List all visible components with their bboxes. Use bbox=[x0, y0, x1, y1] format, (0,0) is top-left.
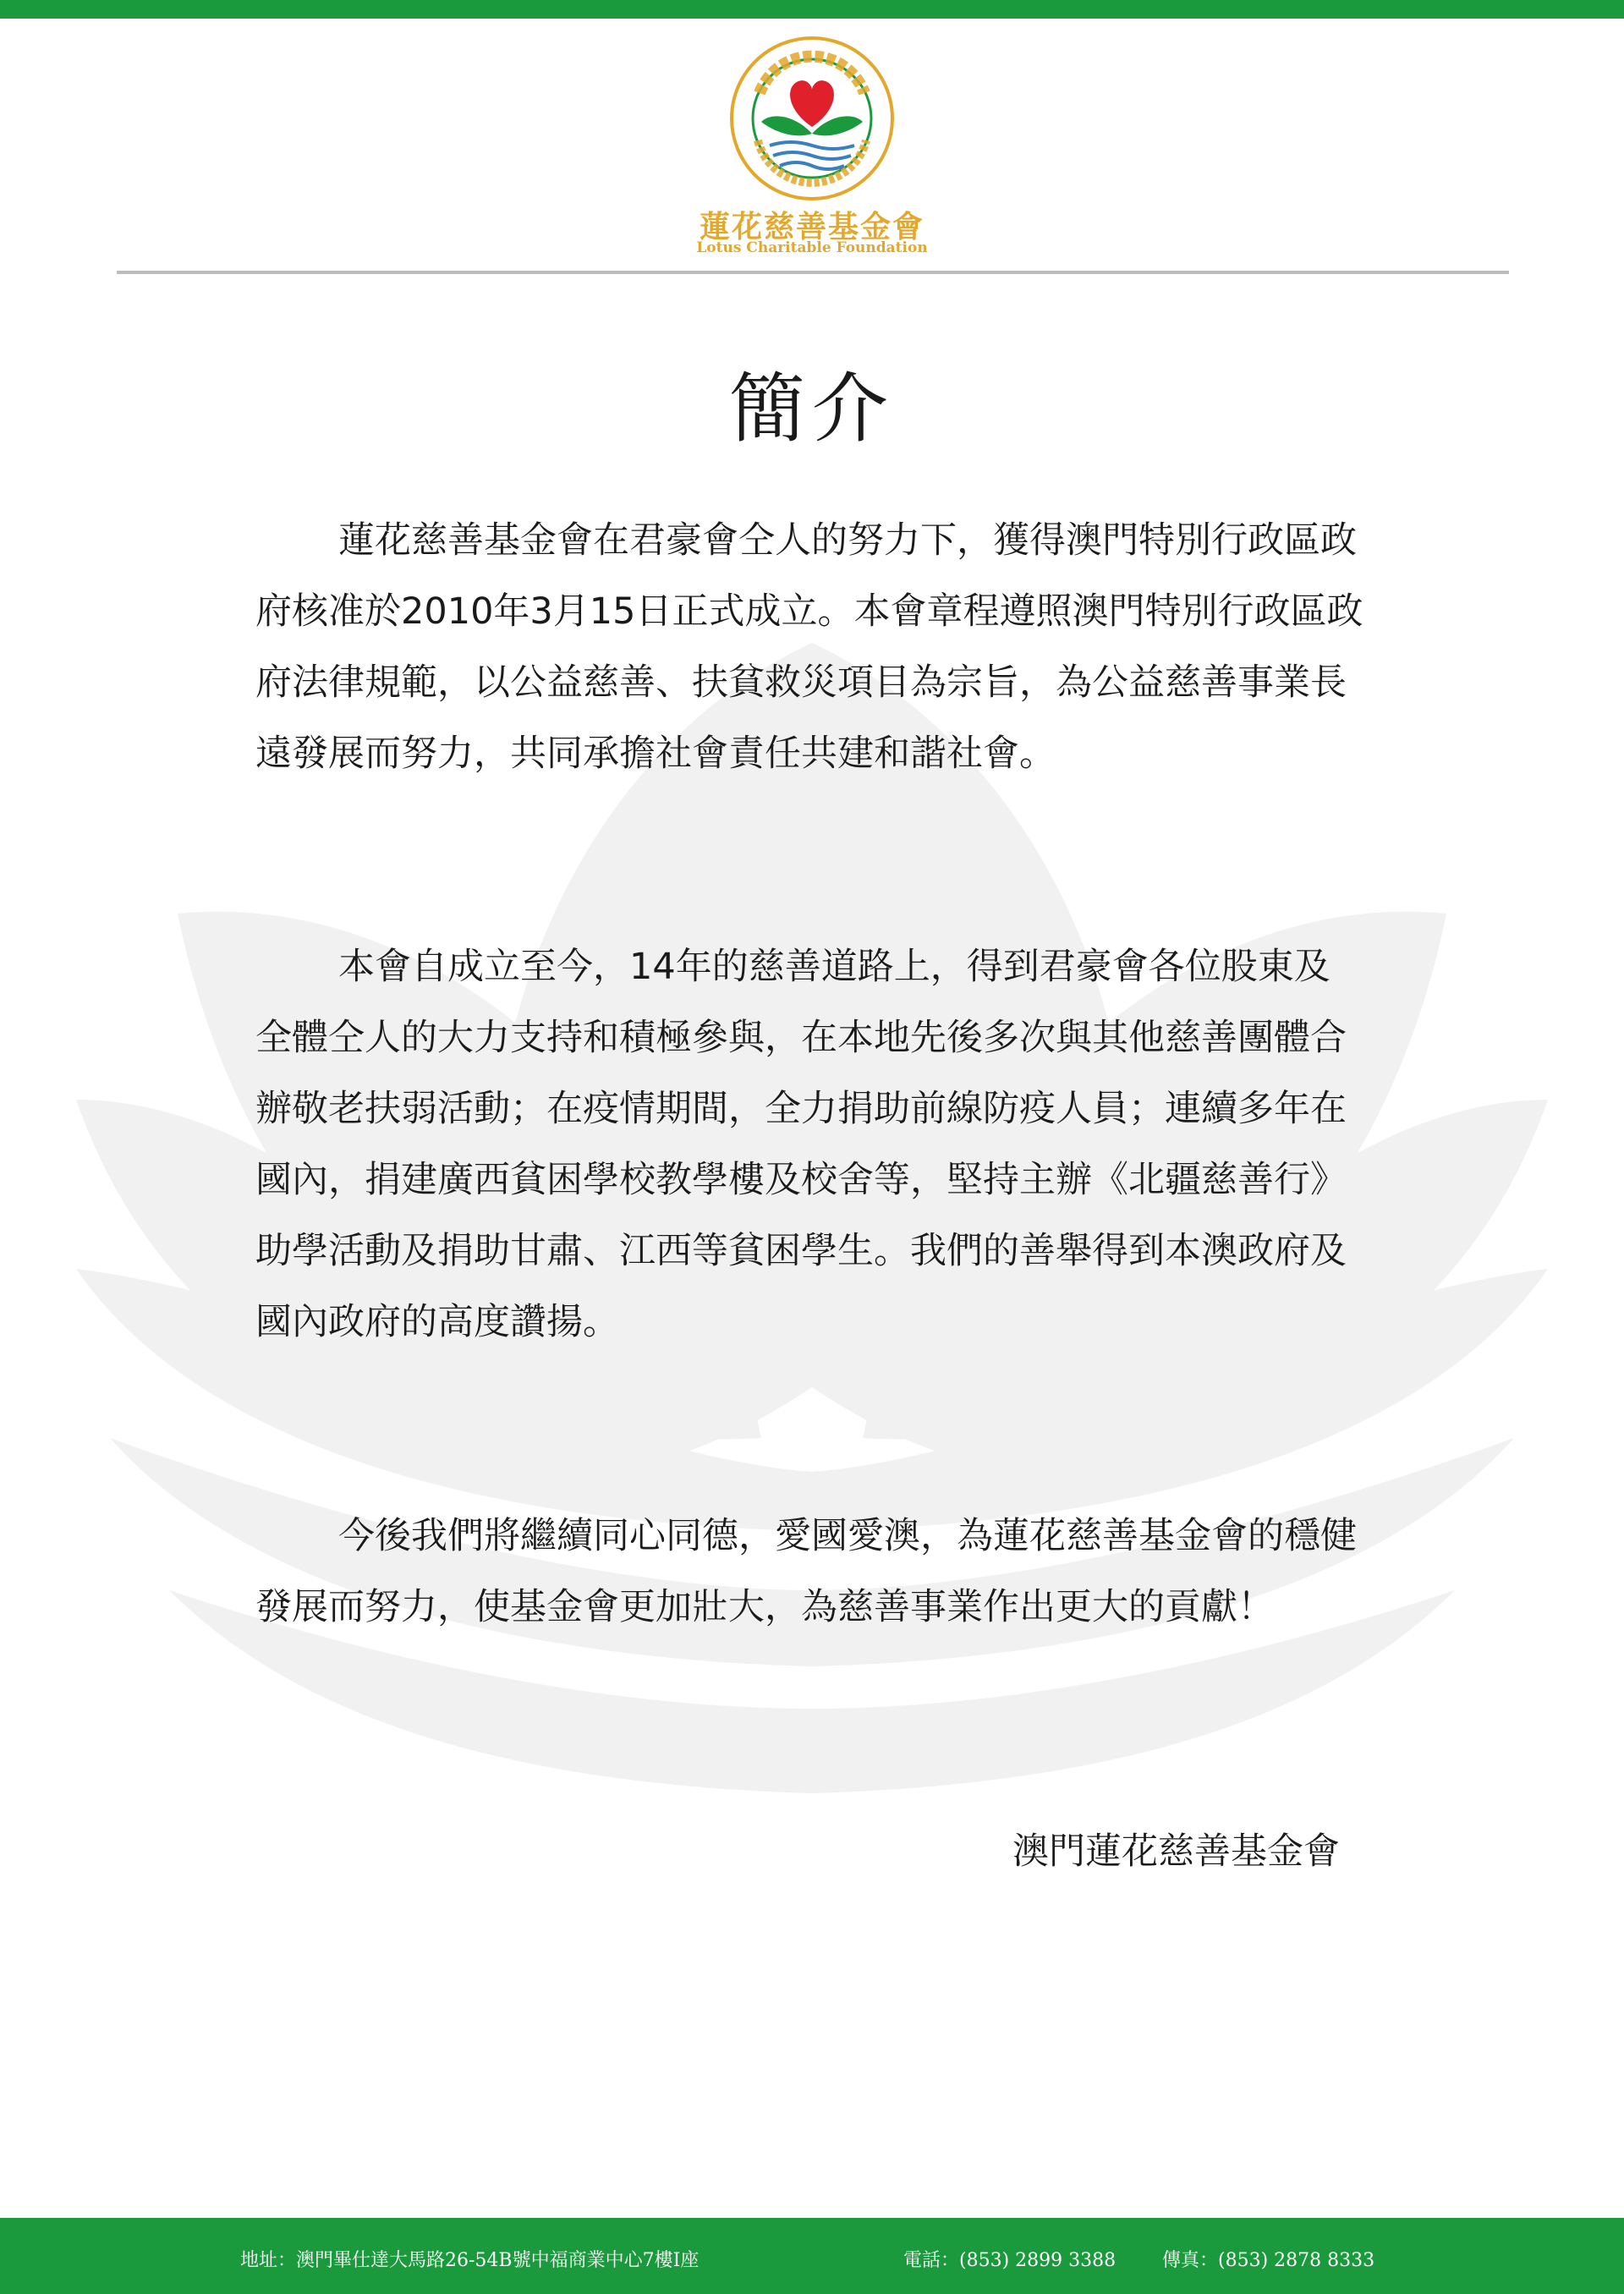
footer-fax: 傳真：(853) 2878 8333 bbox=[1162, 2250, 1375, 2271]
paragraph-3: 今後我們將繼續同心同德，愛國愛澳，為蓮花慈善基金會的穩健發展而努力，使基金會更加壯大，為慈善事業作出更大的貢獻！ bbox=[255, 1515, 1357, 1628]
signature: 澳門蓮花慈善基金會 bbox=[1012, 1830, 1340, 1873]
foundation-name-zh: 蓮花慈善基金會 bbox=[699, 209, 924, 244]
header-divider bbox=[117, 271, 1509, 274]
footer-address: 地址：澳門畢仕達大馬路26-54B號中福商業中心7樓I座 bbox=[240, 2250, 700, 2271]
footer-phone: 電話：(853) 2899 3388 bbox=[903, 2250, 1116, 2271]
footer-bar bbox=[0, 2218, 1624, 2294]
page-title: 簡介 bbox=[729, 365, 895, 453]
paragraph-1: 蓮花慈善基金會在君豪會仝人的努力下，獲得澳門特別行政區政府核准於2010年3月15日正式成立。本會章程遵照澳門特別行政區政府法律規範，以公益慈善、扶貧救災項目為宗旨，為公益慈善事業長遠發展而努力，共同承擔社會責任共建和諧社會。 bbox=[255, 519, 1363, 775]
paragraph-2: 本會自成立至今，14年的慈善道路上，得到君豪會各位股東及全體仝人的大力支持和積極參與，在本地先後多次與其他慈善團體合辦敬老扶弱活動；在疫情期間，全力捐助前線防疫人員；連續多年在國內，捐建廣西貧困學校教學樓及校舍等，堅持主辦《北疆慈善行》助學活動及捐助甘肅、江西等貧困學生。我們的善舉得到本澳政府及國內政府的高度讚揚。 bbox=[255, 946, 1347, 1343]
foundation-name-en: Lotus Charitable Foundation bbox=[696, 239, 928, 256]
foundation-logo bbox=[727, 34, 897, 203]
